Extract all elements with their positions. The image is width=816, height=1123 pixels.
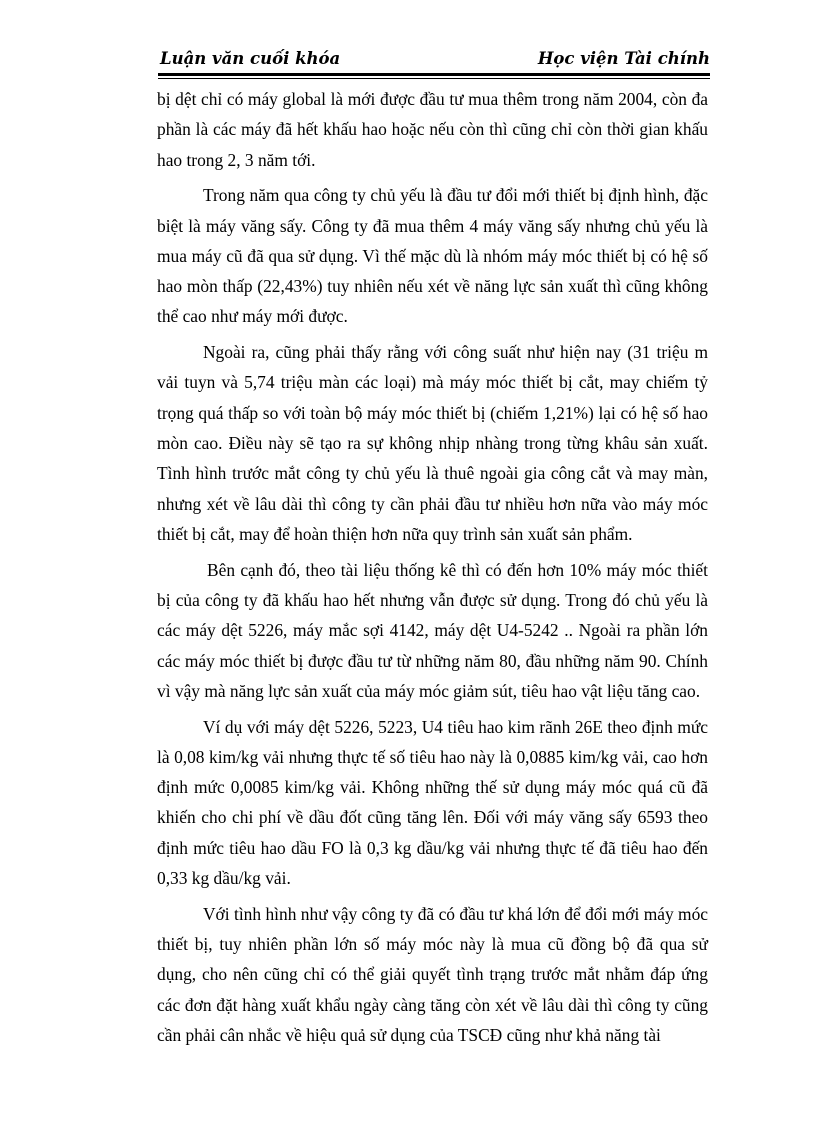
paragraph-example: Ví dụ với máy dệt 5226, 5223, U4 tiêu hao kim rãnh 26E theo định mức là 0,08 kim/kg vải nhưng thực tế số tiêu hao này là 0,0885 kim/kg vải, cao hơn định mức 0,0085 kim/kg vải. Không những thế sử dụng máy móc quá cũ đã khiến cho chi phí về dầu đốt cũng tăng lên. Đối với máy văng sấy 6593 theo định mức tiêu hao dầu FO là 0,3 kg dầu/kg vải nhưng thực tế đã tiêu hao đến 0,33 kg dầu/kg vải. [157,716,708,888]
body-text [157,84,708,1056]
header-institution: Học viện Tài chính [537,49,710,68]
running-header [158,44,710,74]
paragraph-conclusion: Với tình hình như vậy công ty đã có đầu tư khá lớn để đổi mới máy móc thiết bị, tuy nhiên phần lớn số máy móc này là mua cũ đồng bộ đã qua sử dụng, cho nên cũng chỉ có thể giải quyết tình trạng trước mắt nhằm đáp ứng các đơn đặt hàng xuất khẩu ngày càng tăng còn xét về lâu dài thì công ty cũng cần phải cân nhắc về hiệu quả sử dụng của TSCĐ cũng như khả năng tài [157,903,708,1045]
header-rule-thin [158,78,710,79]
header-thesis-title: Luận văn cuối khóa [160,49,341,68]
paragraph-investment: Trong năm qua công ty chủ yếu là đầu tư đổi mới thiết bị định hình, đặc biệt là máy văng sấy. Công ty đã mua thêm 4 máy văng sấy nhưng chủ yếu là mua máy cũ đã qua sử dụng. Vì thế mặc dù là nhóm máy móc thiết bị có hệ số hao mòn thấp (22,43%) tuy nhiên nếu xét về năng lực sản xuất thì cũng không thể cao như máy mới được. [157,185,708,327]
paragraph-continuation: bị dệt chỉ có máy global là mới được đầu tư mua thêm trong năm 2004, còn đa phần là các máy đã hết khấu hao hoặc nếu còn thì cũng chỉ còn thời gian khấu hao trong 2, 3 năm tới. [157,89,708,170]
paragraph-capacity: Ngoài ra, cũng phải thấy rằng với công suất như hiện nay (31 triệu m vải tuyn và 5,74 triệu màn các loại) mà máy móc thiết bị cắt, may chiếm tỷ trọng quá thấp so với toàn bộ máy móc thiết bị (chiếm 1,21%) lại có hệ số hao mòn cao. Điều này sẽ tạo ra sự không nhịp nhàng trong từng khâu sản xuất. Tình hình trước mắt công ty chủ yếu là thuê ngoài gia công cắt và may màn, nhưng xét về lâu dài thì công ty cần phải đầu tư nhiều hơn nữa vào máy móc thiết bị cắt, may để hoàn thiện hơn nữa quy trình sản xuất sản phẩm. [157,342,708,544]
paragraph-depreciation: Bên cạnh đó, theo tài liệu thống kê thì có đến hơn 10% máy móc thiết bị của công ty đã khấu hao hết nhưng vẫn được sử dụng. Trong đó chủ yếu là các máy dệt 5226, máy mắc sợi 4142, máy dệt U4-5242 .. Ngoài ra phần lớn các máy móc thiết bị được đầu tư từ những năm 80, đầu những năm 90. Chính vì vậy mà năng lực sản xuất của máy móc giảm sút, tiêu hao vật liệu tăng cao. [157,559,708,701]
header-rule-thick [158,73,710,76]
